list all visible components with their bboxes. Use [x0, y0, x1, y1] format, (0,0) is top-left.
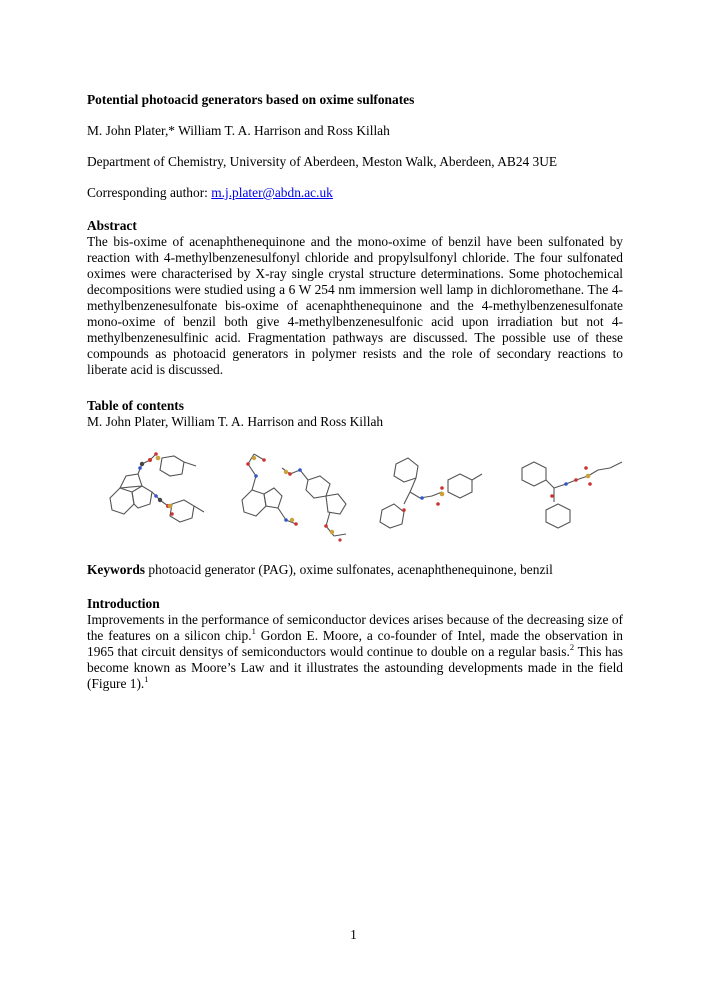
paper-title: Potential photoacid generators based on oxime sulfonates — [87, 92, 415, 107]
page-number: 1 — [350, 927, 357, 942]
citation-2: 2 — [569, 641, 575, 652]
abstract-heading: Abstract — [87, 218, 137, 233]
toc-authors: M. John Plater, William T. A. Harrison and Ross Killah — [87, 414, 384, 429]
molecule-structure-1 — [92, 450, 210, 540]
introduction-paragraph — [87, 612, 623, 692]
affiliation: Department of Chemistry, University of Aberdeen, Meston Walk, Aberdeen, AB24 3UE — [87, 154, 558, 169]
toc-graphic-row — [92, 450, 632, 550]
keywords-label: Keywords — [87, 562, 146, 577]
citation-1: 1 — [251, 625, 256, 636]
intro-text-3: This has become known as Moore’s Law and it illustrates the astounding developments made in the field (Figure 1). — [87, 644, 624, 691]
corresponding-label: Corresponding author: — [87, 185, 212, 200]
keywords-text: photoacid generator (PAG), oxime sulfonates, acenaphthenequinone, benzil — [145, 562, 553, 577]
author-list: M. John Plater,* William T. A. Harrison and Ross Killah — [87, 123, 390, 138]
abstract-text: The bis-oxime of acenaphthenequinone and the mono-oxime of benzil have been sulfonated by reaction with 4-methylbenzenesulfonyl chloride and propylsulfonyl chloride. The four sulfonated oximes were characterised by X-ray single crystal structure determinations. Some photochemical decompositions were studied using a 6 W 254 nm immersion well lamp in dichloromethane. The 4-methylbenzenesulfonate bis-oxime of acenaphthenequinone and the 4-methylbenzenesulfonate mono-oxime of benzil both give 4-methylbenzenesulfonic acid upon irradiation but not 4-methylbenzenesulfinic acid. Fragmentation pathways are discussed. The possible use of these compounds as photoacid generators in polymer resists and the role of secondary reactions to liberate acid is discussed. — [87, 234, 623, 377]
keywords-line — [87, 562, 623, 578]
intro-text-1: Improvements in the performance of semiconductor devices arises because of the decreasing size of the features on a silicon chip. — [87, 612, 623, 643]
email-link[interactable]: m.j.plater@abdn.ac.uk — [211, 185, 333, 200]
molecule-structure-4 — [516, 450, 632, 540]
molecule-structure-3 — [376, 450, 496, 540]
molecule-structure-2 — [234, 450, 364, 545]
citation-3: 1 — [144, 673, 149, 684]
intro-text-2: Gordon E. Moore, a co-founder of Intel, made the observation in 1965 that circuit densitys of semiconductors would continue to double on a regular basis. — [87, 628, 623, 659]
introduction-heading: Introduction — [87, 596, 160, 611]
corresponding-author — [87, 185, 623, 201]
toc-heading: Table of contents — [87, 398, 184, 413]
